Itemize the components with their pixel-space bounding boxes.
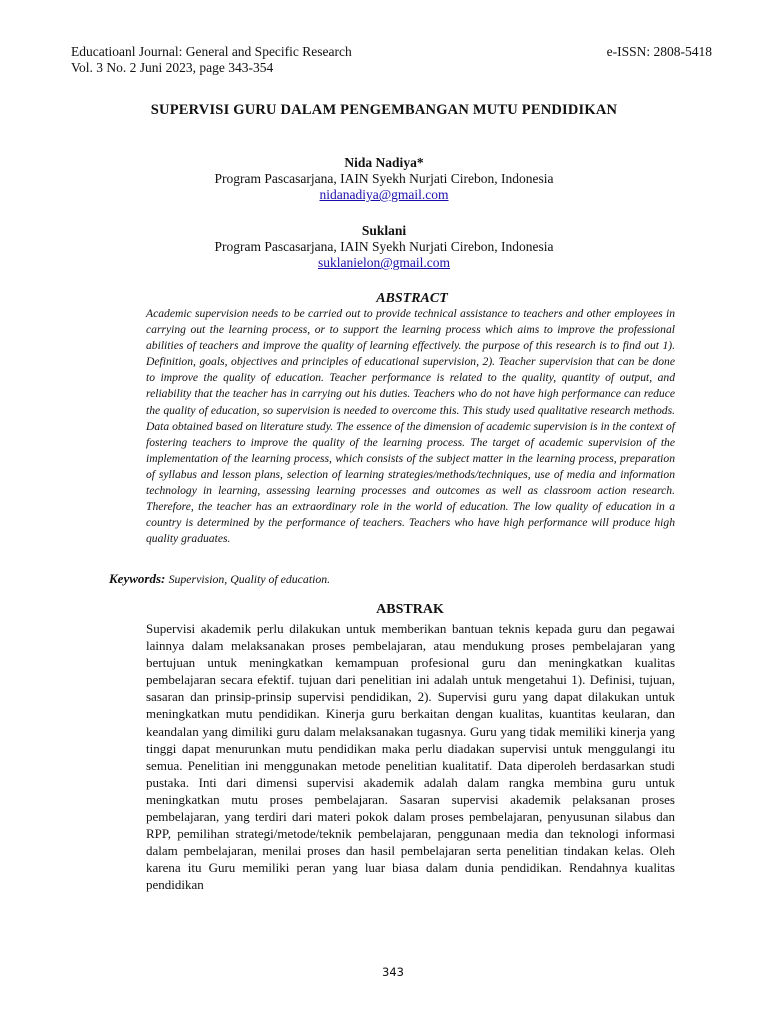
author-email-link[interactable]: suklanielon@gmail.com [317,255,451,270]
abstract-text: Academic supervision needs to be carried out to provide technical assistance to teachers and other employees in carrying out the learning process, or to support the learning process which aims to improve the professional abilities of teachers and improve the quality of learning effectively. the purpose of this research is to find out 1). Definition, goals, objectives and principles of educational supervision, 2). Teacher supervision that can be done to improve the quality of education. Teacher performance is related to the quality, quantity of output, and reliability that the teacher has in carrying out his duties. Teachers who do not have high performance can reduce the quality of education, so supervision is needed to overcome this. This study used qualitative research methods. Data obtained based on literature study. The essence of the dimension of academic supervision is in the context of fostering teachers to improve the quality of the learning process. The target of academic supervision of the implementation of the learning process, which consists of the subject matter in the learning process, preparation of syllabus and lesson plans, selection of learning strategies/methods/techniques, use of media and information technology in learning, assessing learning processes and outcomes as well as classroom action research. Therefore, the teacher has an extraordinary role in the world of education. The low quality of education in a country is determined by the performance of teachers. Teachers who have high performance will produce high quality graduates. [146,307,675,546]
keywords-text: Supervision, Quality of education. [168,572,331,586]
keywords-label: Keywords: [109,571,166,586]
author-affiliation: Program Pascasarjana, IAIN Syekh Nurjati Cirebon, Indonesia [214,171,554,186]
journal-volume: Vol. 3 No. 2 Juni 2023, page 343-354 [71,60,274,75]
author-name: Suklani [361,223,407,238]
author-affiliation: Program Pascasarjana, IAIN Syekh Nurjati Cirebon, Indonesia [214,239,554,254]
author-2 [0,223,768,271]
abstrak-heading: ABSTRAK [376,602,444,617]
author-email-link[interactable]: nidanadiya@gmail.com [319,187,449,202]
page-number: 343 [382,965,404,979]
abstract-heading: ABSTRACT [376,291,448,306]
eissn: e-ISSN: 2808-5418 [606,44,712,59]
author-name: Nida Nadiya* [344,155,424,170]
author-1 [0,155,768,203]
journal-header [71,44,352,76]
keywords [109,571,330,587]
journal-name: Educatioanl Journal: General and Specific Research [71,44,352,59]
paper-title: SUPERVISI GURU DALAM PENGEMBANGAN MUTU PENDIDIKAN [150,102,618,118]
abstrak-text: Supervisi akademik perlu dilakukan untuk memberikan bantuan teknis kepada guru dan pegawai lainnya dalam melaksanakan proses pembelajaran, atau mendukung proses pembelajaran yang bertujuan untuk meningkatkan kemampuan profesional guru dan meningkatkan kualitas pembelajaran secara efektif. tujuan dari penelitian ini adalah untuk mengetahui 1). Definisi, tujuan, sasaran dan prinsip-prinsip supervisi pendidikan, 2). Supervisi guru yang dapat dilakukan untuk meningkatkan mutu pendidikan. Kinerja guru berkaitan dengan kualitas, kuantitas keularan, dan keandalan yang dimiliki guru dalam melaksanakan tugasnya. Guru yang tidak memiliki kinerja yang tinggi dapat menurunkan mutu pendidikan maka perlu diadakan supervisi untuk menggulangi itu semua. Penelitian ini menggunakan metode penelitian kualitatif. Data diperoleh berdasarkan studi pustaka. Inti dari dimensi supervisi akademik adalah dalam rangka membina guru untuk meningkatkan mutu proses pembelajaran. Sasaran supervisi akademik pelaksanan proses pembelajaran, yang terdiri dari materi pokok dalam proses pembelajaran, penyusunan silabus dan RPP, pemilihan strategi/metode/teknik pembelajaran, penggunaan media dan teknologi informasi dalam pembelajaran, menilai proses dan hasil pembelajaran serta penelitian tindakan kelas. Oleh karena itu Guru memiliki peran yang luar biasa dalam dunia pendidikan. Rendahnya kualitas pendidikan [146,621,675,893]
